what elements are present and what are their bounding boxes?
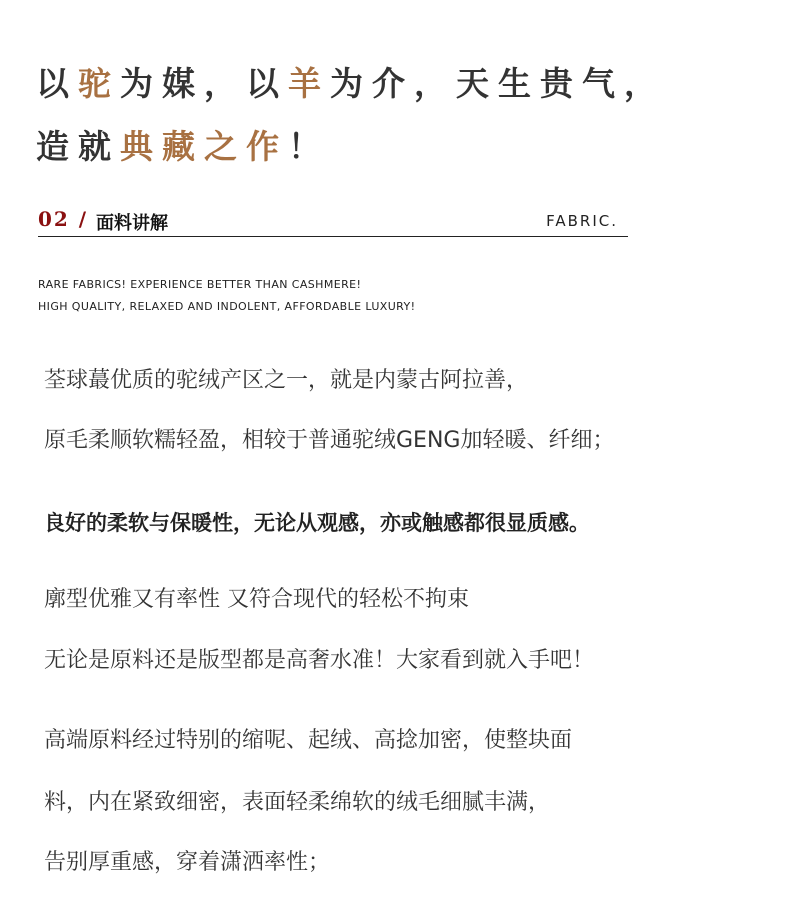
paragraph-line: 无论是原料还是版型都是高奢水准！大家看到就入手吧！	[44, 648, 595, 673]
paragraph-line: 廓型优雅又有率性 又符合现代的轻松不拘束	[44, 587, 469, 612]
headline-seg: 为介，天生贵气，	[330, 64, 666, 103]
paragraph-line: 荃球蕞优质的驼绒产区之一，就是内蒙古阿拉善，	[44, 368, 529, 393]
headline-accent: 典藏之作	[120, 127, 288, 166]
section-title: 面料讲解	[96, 213, 168, 234]
section-number: 02 /	[38, 207, 89, 231]
section-header	[38, 205, 628, 237]
headline-seg: 以	[36, 64, 78, 103]
paragraph-line: 高端原料经过特别的缩呢、起绒、高捻加密，使整块面	[44, 728, 573, 753]
english-tagline: HIGH QUALITY, RELAXED AND INDOLENT, AFFORDABLE LUXURY!	[38, 300, 416, 313]
paragraph-line: 告别厚重感，穿着潇洒率性；	[44, 850, 331, 875]
headline-accent: 羊	[288, 64, 330, 103]
paragraph-line: 料，内在紧致细密，表面轻柔绵软的绒毛细腻丰满，	[44, 790, 551, 815]
headline-seg: 造就	[36, 127, 120, 166]
english-tagline: RARE FABRICS! EXPERIENCE BETTER THAN CASHMERE!	[38, 278, 362, 291]
headline-seg: 为媒，以	[120, 64, 288, 103]
headline-accent: 驼	[78, 64, 120, 103]
paragraph-line: 原毛柔顺软糯轻盈，相较于普通驼绒GENG加轻暖、纤细；	[44, 428, 615, 453]
headline-line-1	[36, 58, 666, 105]
section-label: FABRIC.	[546, 212, 618, 230]
headline-line-2	[36, 121, 330, 168]
headline-seg: ！	[288, 127, 330, 166]
paragraph-line-bold: 良好的柔软与保暖性，无论从观感，亦或触感都很显质感。	[44, 511, 590, 535]
